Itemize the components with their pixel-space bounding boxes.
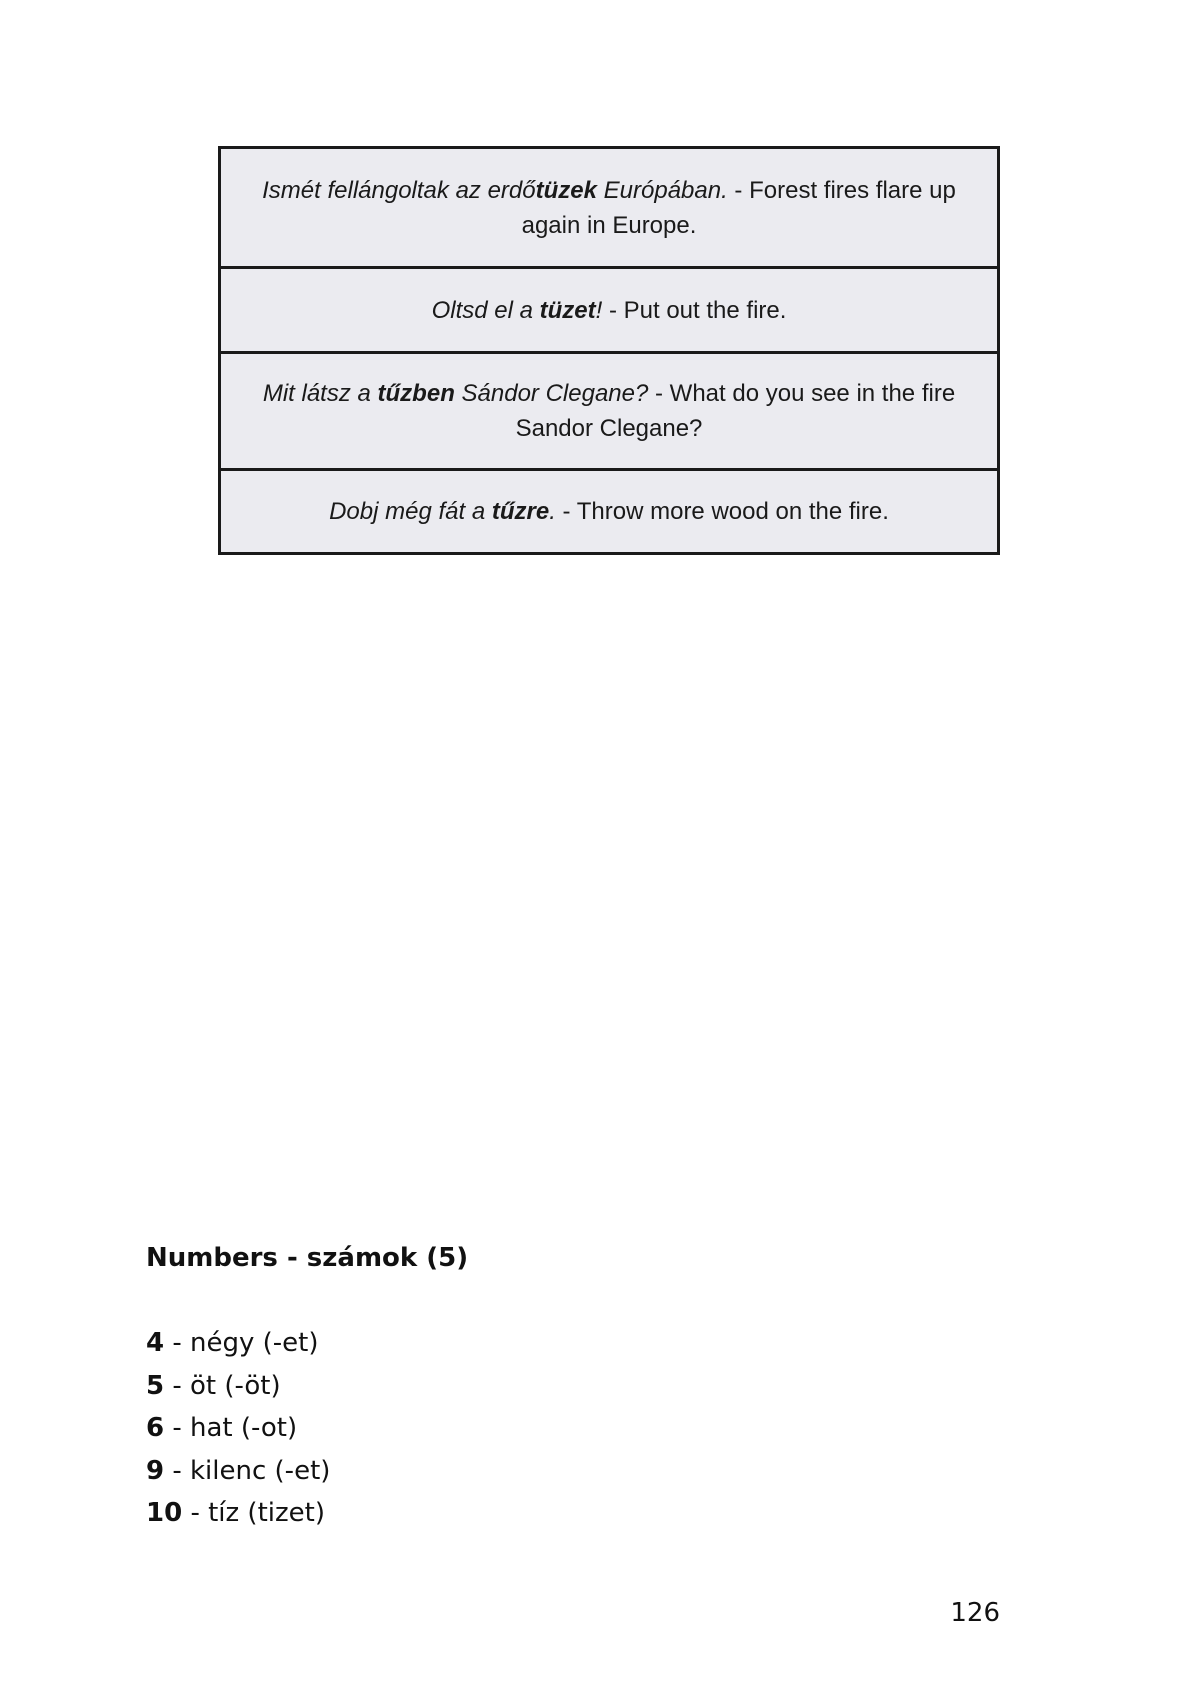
number-item (146, 1407, 330, 1450)
number-word: - tíz (tizet) (182, 1498, 325, 1528)
hungarian-text: Európában. (596, 176, 728, 204)
number-digit: 4 (146, 1328, 165, 1358)
numbers-section-title: Numbers - számok (5) (146, 1243, 469, 1273)
number-word: - öt (-öt) (164, 1370, 281, 1401)
hungarian-text: ! (595, 296, 603, 324)
number-item (146, 1365, 330, 1408)
number-item (146, 1450, 330, 1493)
example-text (329, 494, 889, 529)
hungarian-text: Ismét fellángoltak az erdő (262, 176, 536, 204)
example-text (245, 376, 973, 446)
example-row-3 (221, 351, 997, 468)
hungarian-text: Oltsd el a (431, 296, 540, 324)
number-digit: 9 (146, 1455, 165, 1486)
highlighted-word: tüzet (539, 296, 596, 324)
number-digit: 5 (146, 1370, 165, 1401)
english-translation: - Throw more wood on the fire. (555, 498, 889, 525)
numbers-list (146, 1322, 330, 1535)
number-word: - hat (-ot) (164, 1413, 298, 1443)
hungarian-text: Sándor Clegane? (454, 380, 649, 407)
example-text (245, 173, 973, 243)
english-translation: - What do you see in the fire Sandor Clegane? (515, 380, 956, 442)
page-number: 126 (950, 1598, 1000, 1628)
number-item (146, 1492, 330, 1535)
number-word: - kilenc (-et) (164, 1455, 331, 1486)
number-word: - négy (-et) (164, 1328, 319, 1358)
example-row-4 (221, 468, 997, 552)
english-translation: - Forest fires flare up again in Europe. (521, 176, 956, 239)
highlighted-word: tűzben (377, 380, 455, 407)
highlighted-word: tüzek (535, 176, 597, 204)
number-digit: 10 (146, 1498, 183, 1528)
hungarian-text: Mit látsz a (262, 380, 378, 407)
english-translation: - Put out the fire. (602, 296, 787, 324)
hungarian-text: . (549, 498, 556, 525)
hungarian-text: Dobj még fát a (329, 498, 492, 525)
example-row-2 (221, 266, 997, 351)
number-digit: 6 (146, 1413, 165, 1443)
highlighted-word: tűzre (491, 498, 550, 525)
number-item (146, 1322, 330, 1365)
example-text (432, 293, 787, 328)
example-sentences-table (218, 146, 1000, 555)
example-row-1 (221, 149, 997, 266)
